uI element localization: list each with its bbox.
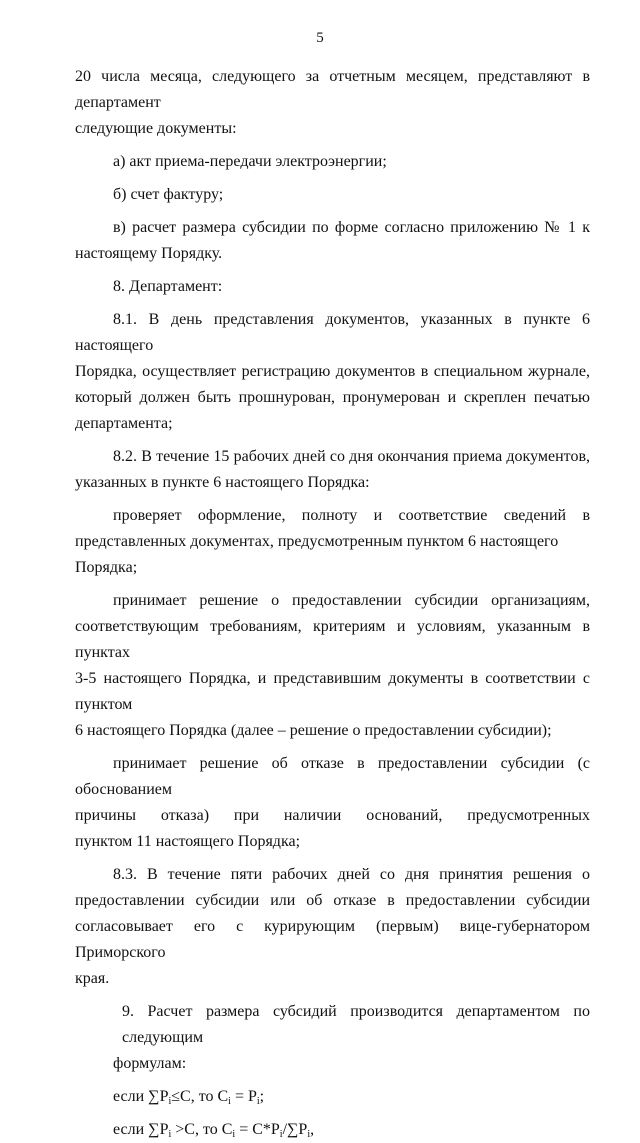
- text-line: 9. Расчет размера субсидий производится департаментом по следующим: [122, 1003, 590, 1046]
- page-number: 5: [316, 30, 324, 46]
- paragraph-checks: [75, 503, 590, 581]
- sum-symbol: ∑: [148, 1121, 160, 1138]
- text-line: указанных в пункте 6 настоящего Порядка:: [75, 474, 370, 491]
- paragraph-8-2: [75, 444, 590, 496]
- word: оснований,: [366, 807, 443, 824]
- sum-symbol: ∑: [287, 1121, 299, 1138]
- text-line: департамента;: [75, 415, 173, 432]
- text-line: 8.3. В течение пяти рабочих дней со дня принятия решения о: [113, 866, 590, 883]
- word: наличии: [283, 807, 342, 824]
- word: отказа): [160, 807, 210, 824]
- text-line: настоящему Порядку.: [75, 245, 223, 262]
- paragraph-8-1: [75, 307, 590, 437]
- section-8-title: 8. Департамент:: [113, 278, 223, 295]
- text-line: 3-5 настоящего Порядка, и представившим документы в соответствии с пунктом: [75, 670, 590, 713]
- list-item-b: б) счет фактуру;: [113, 186, 224, 203]
- text-line: 8.2. В течение 15 рабочих дней со дня окончания приема документов,: [113, 448, 590, 465]
- paragraph-decides: [75, 588, 590, 744]
- text-line: согласовывает его с курирующим (первым) вице-губернатором Приморского: [75, 918, 590, 961]
- text-line: пунктом 11 настоящего Порядка;: [75, 833, 301, 850]
- formula-1: если $\sum P_i\le C$, то $C_i = P_i$;: [113, 1088, 265, 1107]
- list-item-a: а) акт приема-передачи электроэнергии;: [113, 153, 387, 170]
- text-line-spread: [75, 803, 590, 829]
- word: причины: [75, 807, 137, 824]
- text-line: принимает решение об отказе в предоставлении субсидии (с обоснованием: [75, 755, 590, 798]
- text-line: 6 настоящего Порядка (далее – решение о предоставлении субсидии);: [75, 722, 552, 739]
- word: при: [233, 807, 259, 824]
- paragraph-8-3: [75, 862, 590, 992]
- text-line: формулам:: [113, 1055, 187, 1072]
- formula-2: если $\sum P_i >C$, то $C_i = C*P_i/\sum P_i$,: [113, 1121, 315, 1140]
- paragraph-9: [75, 999, 590, 1077]
- word: предусмотренных: [467, 807, 590, 824]
- text-line: представленных документах, предусмотренным пунктом 6 настоящего Порядка;: [75, 533, 559, 576]
- text-line: края.: [75, 970, 110, 987]
- text-line: в) расчет размера субсидии по форме согласно приложению № 1 к: [113, 219, 590, 236]
- text-line: предоставлении субсидии или об отказе в предоставлении субсидии: [75, 892, 590, 909]
- sum-symbol: ∑: [148, 1088, 160, 1105]
- text-line: 8.1. В день представления документов, указанных в пункте 6 настоящего: [75, 311, 590, 354]
- text-line: 20 числа месяца, следующего за отчетным месяцем, представляют в департамент: [75, 68, 590, 111]
- paragraph-refuses: [75, 751, 590, 855]
- paragraph-intro: [75, 64, 590, 142]
- text-line: следующие документы:: [75, 120, 237, 137]
- text-line: соответствующим требованиям, критериям и условиям, указанным в пунктах: [75, 618, 590, 661]
- text-line: который должен быть прошнурован, пронумерован и скреплен печатью: [75, 389, 590, 406]
- document-body: [75, 64, 590, 1143]
- list-item-v: [75, 215, 590, 267]
- text-line: принимает решение о предоставлении субсидии организациям,: [113, 592, 590, 609]
- text-line: Порядка, осуществляет регистрацию документов в специальном журнале,: [75, 363, 590, 380]
- text-line: проверяет оформление, полноту и соответствие сведений в: [113, 507, 590, 524]
